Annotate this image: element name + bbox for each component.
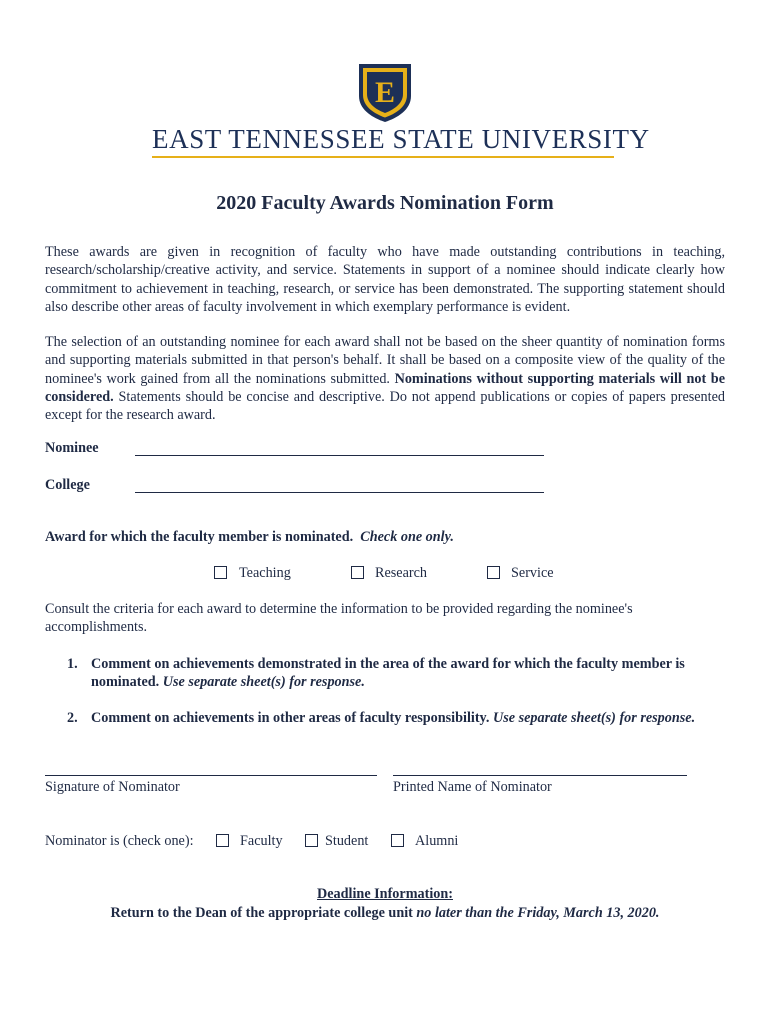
item-statement: Comment on achievements in other areas of faculty responsibility.	[91, 710, 490, 726]
award-question	[45, 529, 454, 546]
college-field[interactable]	[135, 492, 544, 493]
alumni-checkbox[interactable]	[391, 834, 404, 847]
deadline-heading: Deadline Information:	[317, 886, 453, 902]
faculty-label: Faculty	[240, 833, 283, 849]
faculty-checkbox[interactable]	[216, 834, 229, 847]
item-statement: Comment on achievements demonstrated in the area of the award for which the faculty member is nominated.	[91, 656, 685, 691]
etsu-shield-logo	[357, 62, 413, 124]
list-item	[67, 655, 727, 695]
award-question-text: Award for which the faculty member is nominated.	[45, 529, 354, 545]
award-instruction: Check one only.	[360, 529, 454, 545]
item-text	[91, 655, 727, 692]
intro-paragraph: These awards are given in recognition of faculty who have made outstanding contributions in teaching, research/scholarship/creative activity, and service. Statements in support of a nominee should indicate clearly how commitment to achievement in teaching, research, or service has been demonstrated. The supporting statement should also describe other areas of faculty involvement in which exemplary performance is evident.	[45, 244, 725, 315]
service-checkbox[interactable]	[487, 566, 500, 579]
wordmark-gold-rule	[152, 156, 614, 158]
printed-name-field[interactable]	[393, 775, 687, 776]
item-note: Use separate sheet(s) for response.	[162, 674, 365, 691]
consult-text: Consult the criteria for each award to determine the information to be provided regarding the nominee's accomplishments.	[45, 601, 633, 636]
selection-text-start: The selection of an outstanding nominee for each award shall not be based on the sheer quantity of nomination forms and supporting materials submitted in that person's behalf. It shall be based on a composite view of the quality of the nominee's work gained from all the nominations submitted.	[45, 334, 725, 387]
selection-paragraph	[45, 333, 725, 424]
service-label: Service	[511, 565, 554, 581]
list-item	[67, 709, 727, 749]
deadline-text-start: Return to the Dean of the appropriate college unit	[110, 905, 417, 921]
printed-name-label: Printed Name of Nominator	[393, 779, 552, 795]
teaching-checkbox[interactable]	[214, 566, 227, 579]
logo-letter: E	[374, 76, 396, 109]
college-label: College	[45, 477, 90, 493]
nominee-field[interactable]	[135, 455, 544, 456]
student-label: Student	[325, 833, 369, 849]
selection-text-bold: Nominations without supporting materials will not be considered.	[45, 370, 725, 405]
signature-field[interactable]	[45, 775, 377, 776]
alumni-label: Alumni	[415, 833, 459, 849]
nominee-label: Nominee	[45, 440, 99, 456]
item-number: 1.	[67, 656, 78, 672]
university-name: EAST TENNESSEE STATE UNIVERSITY	[152, 124, 650, 154]
nominator-label: Nominator is (check one):	[45, 833, 194, 849]
deadline-text	[0, 905, 770, 922]
deadline-date: no later than the Friday, March 13, 2020.	[416, 905, 660, 921]
student-checkbox[interactable]	[305, 834, 318, 847]
university-wordmark	[152, 124, 650, 158]
item-note: Use separate sheet(s) for response.	[492, 710, 696, 726]
teaching-label: Teaching	[239, 565, 291, 581]
research-checkbox[interactable]	[351, 566, 364, 579]
signature-label: Signature of Nominator	[45, 779, 180, 795]
selection-text-end: Statements should be concise and descriptive. Do not append publications or copies of papers presented except for the research award.	[45, 388, 725, 424]
item-text	[91, 709, 727, 727]
research-label: Research	[375, 565, 427, 581]
form-title: 2020 Faculty Awards Nomination Form	[216, 192, 554, 214]
item-number: 2.	[67, 710, 78, 726]
